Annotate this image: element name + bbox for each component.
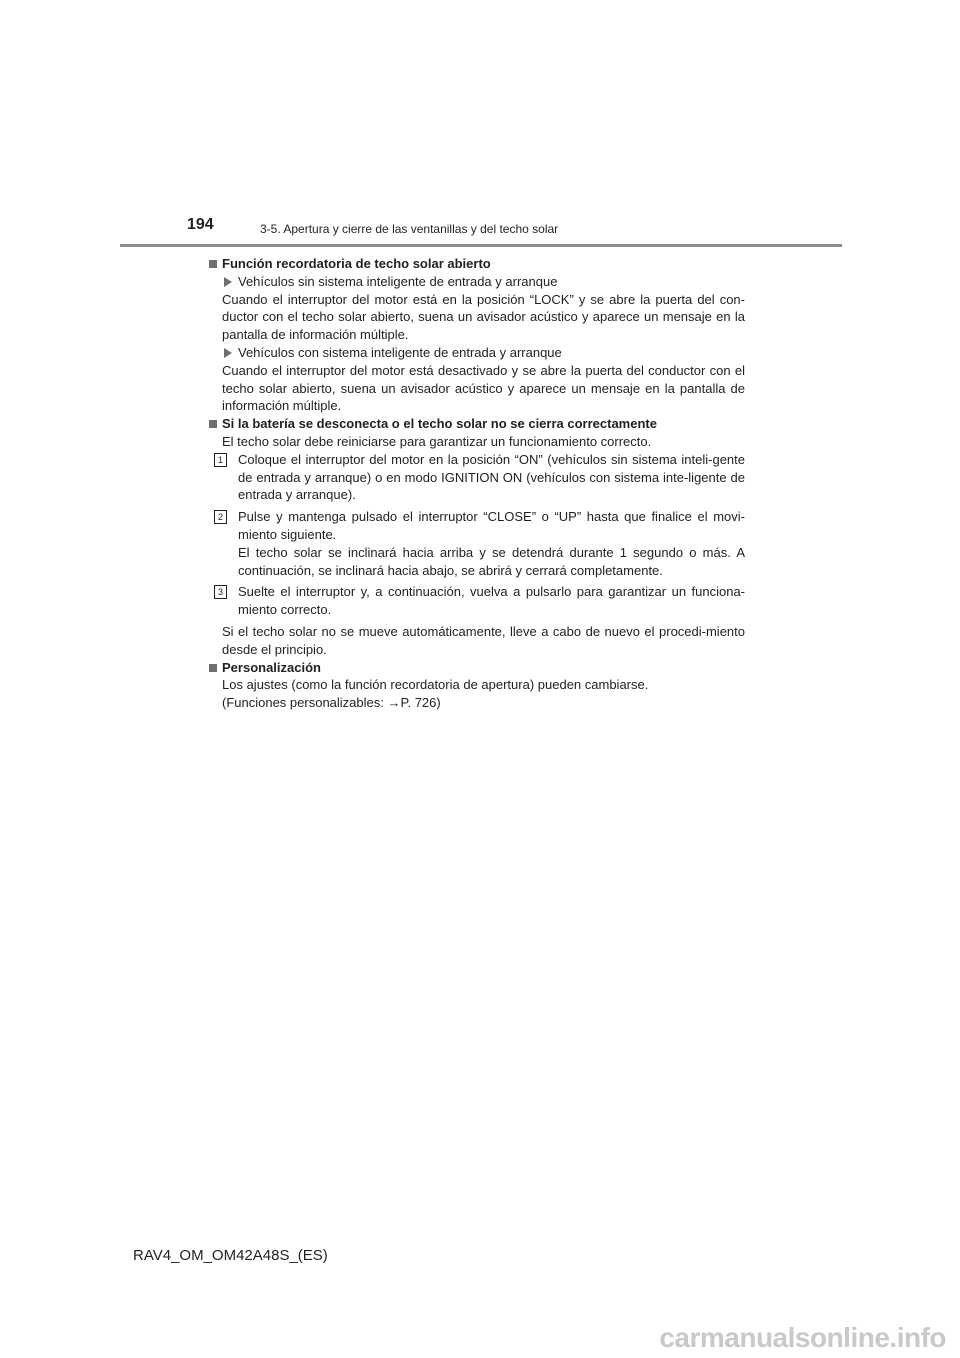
paragraph: Los ajustes (como la función recordatoria de apertura) pueden cambiarse. bbox=[222, 677, 649, 693]
section-heading bbox=[208, 255, 745, 273]
watermark: carmanualsonline.info bbox=[659, 1322, 946, 1353]
section-heading bbox=[208, 659, 745, 677]
manual-code: RAV4_OM_OM42A48S_(ES) bbox=[133, 1247, 328, 1264]
section-heading-text: Función recordatoria de techo solar abierto bbox=[222, 256, 491, 271]
step-number: 3 bbox=[214, 585, 227, 599]
page-number: 194 bbox=[187, 216, 214, 233]
square-bullet-icon bbox=[209, 420, 217, 428]
step-item bbox=[208, 508, 745, 579]
step-text-continued: El techo solar se inclinará hacia arriba y se detendrá durante 1 segundo o más. A continuación, se inclinará hacia abajo, se abrirá y cerrará completamente. bbox=[238, 544, 745, 578]
header-divider bbox=[120, 244, 842, 247]
step-text: Suelte el interruptor y, a continuación, vuelva a pulsarlo para garantizar un funciona-miento correcto. bbox=[238, 584, 745, 618]
step-text: Pulse y mantenga pulsado el interruptor “CLOSE” o “UP” hasta que finalice el movi-miento siguiente. bbox=[238, 509, 745, 542]
section-heading bbox=[208, 415, 745, 433]
step-number: 1 bbox=[214, 453, 227, 467]
section-heading-text: Personalización bbox=[222, 659, 321, 675]
sub-heading bbox=[208, 273, 745, 291]
step-text: Coloque el interruptor del motor en la posición “ON” (vehículos sin sistema inteli-gente de entrada y arranque) o en modo IGNITION ON (vehículos con sistema inte-ligente de entrada y arranque). bbox=[238, 451, 745, 503]
sub-heading-text: Vehículos sin sistema inteligente de entrada y arranque bbox=[238, 273, 558, 289]
paragraph: Si el techo solar no se mueve automáticamente, lleve a cabo de nuevo el procedi-miento desde el principio. bbox=[222, 623, 745, 657]
sub-heading bbox=[208, 344, 745, 362]
square-bullet-icon bbox=[209, 664, 217, 672]
paragraph: El techo solar debe reiniciarse para garantizar un funcionamiento correcto. bbox=[222, 433, 652, 449]
step-item bbox=[208, 451, 745, 504]
cross-reference: (Funciones personalizables: →P. 726) bbox=[222, 695, 441, 711]
step-item bbox=[208, 583, 745, 619]
triangle-bullet-icon bbox=[224, 277, 232, 287]
paragraph: Cuando el interruptor del motor está desactivado y se abre la puerta del conductor con el techo solar abierto, suena un avisador acústico y aparece un mensaje en la pantalla de información múltiple. bbox=[222, 362, 745, 414]
triangle-bullet-icon bbox=[224, 348, 232, 358]
page-content bbox=[208, 255, 745, 712]
step-number: 2 bbox=[214, 510, 227, 524]
sub-heading-text: Vehículos con sistema inteligente de entrada y arranque bbox=[238, 344, 562, 360]
square-bullet-icon bbox=[209, 260, 217, 268]
section-title: 3-5. Apertura y cierre de las ventanillas y del techo solar bbox=[260, 222, 559, 236]
paragraph: Cuando el interruptor del motor está en la posición “LOCK” y se abre la puerta del con-ductor con el techo solar abierto, suena un avisador acústico y aparece un mensaje en la pantalla de información múltiple. bbox=[222, 291, 745, 343]
section-heading-text: Si la batería se desconecta o el techo solar no se cierra correctamente bbox=[222, 416, 657, 432]
